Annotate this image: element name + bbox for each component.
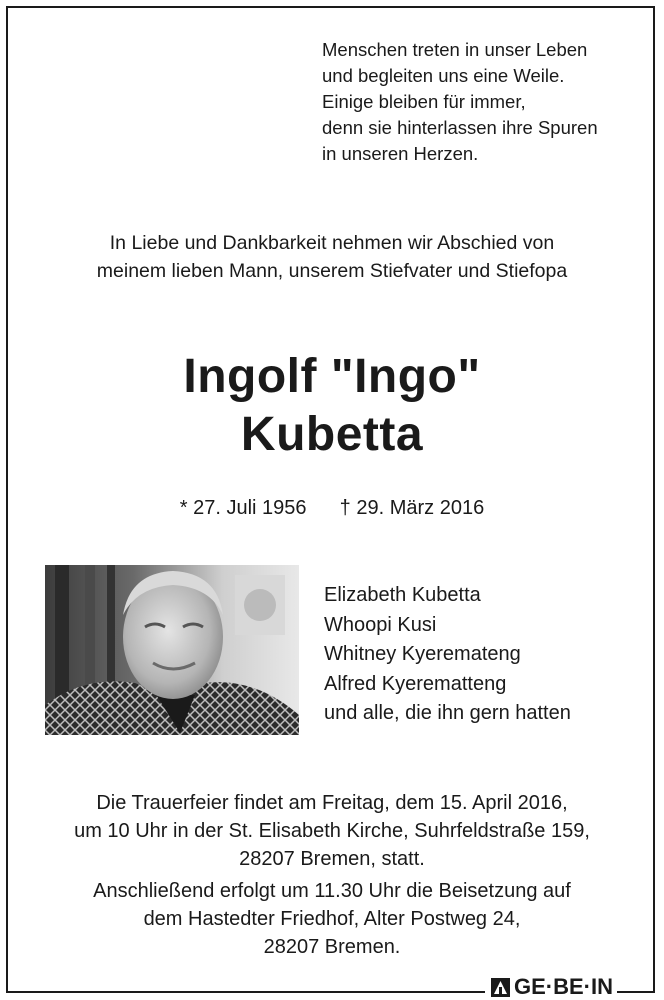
- intro-text: [0, 229, 664, 285]
- service-line: Die Trauerfeier findet am Freitag, dem 15. April 2016,: [96, 792, 568, 814]
- logo-text: GE·BE·IN: [514, 974, 613, 999]
- service-line: 28207 Bremen, statt.: [239, 848, 425, 870]
- family-member: Elizabeth Kubetta: [324, 584, 481, 606]
- poem-line: und begleiten uns eine Weile.: [322, 65, 565, 86]
- poem-line: denn sie hinterlassen ihre Spuren: [322, 117, 598, 138]
- service-line: Anschließend erfolgt um 11.30 Uhr die Beisetzung auf: [93, 880, 571, 902]
- service-line: um 10 Uhr in der St. Elisabeth Kirche, Suhrfeldstraße 159,: [74, 820, 590, 842]
- deceased-name: [0, 348, 664, 464]
- family-member: Alfred Kyerematteng: [324, 672, 507, 695]
- death-date: † 29. März 2016: [339, 497, 485, 519]
- publisher-logo: [485, 976, 617, 998]
- portrait-photo: [45, 565, 299, 735]
- poem: [322, 37, 598, 167]
- name-line-1: Ingolf "Ingo": [183, 350, 481, 403]
- service-line: dem Hastedter Friedhof, Alter Postweg 24,: [143, 908, 521, 930]
- poem-line: in unseren Herzen.: [322, 143, 479, 164]
- intro-line: In Liebe und Dankbarkeit nehmen wir Abschied von: [109, 232, 555, 254]
- service-line: 28207 Bremen.: [263, 936, 401, 958]
- life-dates: [0, 494, 664, 522]
- family-member: Whoopi Kusi: [324, 613, 437, 636]
- family-list: [324, 581, 571, 729]
- portrait-image: [45, 565, 299, 735]
- poem-line: Menschen treten in unser Leben: [322, 39, 588, 60]
- poem-line: Einige bleiben für immer,: [322, 91, 526, 112]
- intro-line: meinem lieben Mann, unserem Stiefvater und Stiefopa: [96, 260, 568, 282]
- logo-mark-icon: [491, 978, 510, 997]
- name-line-2: Kubetta: [240, 408, 424, 461]
- birth-date: * 27. Juli 1956: [179, 497, 307, 519]
- family-member: Whitney Kyeremateng: [324, 643, 521, 665]
- family-member: und alle, die ihn gern hatten: [324, 702, 571, 724]
- service-details: [0, 789, 664, 961]
